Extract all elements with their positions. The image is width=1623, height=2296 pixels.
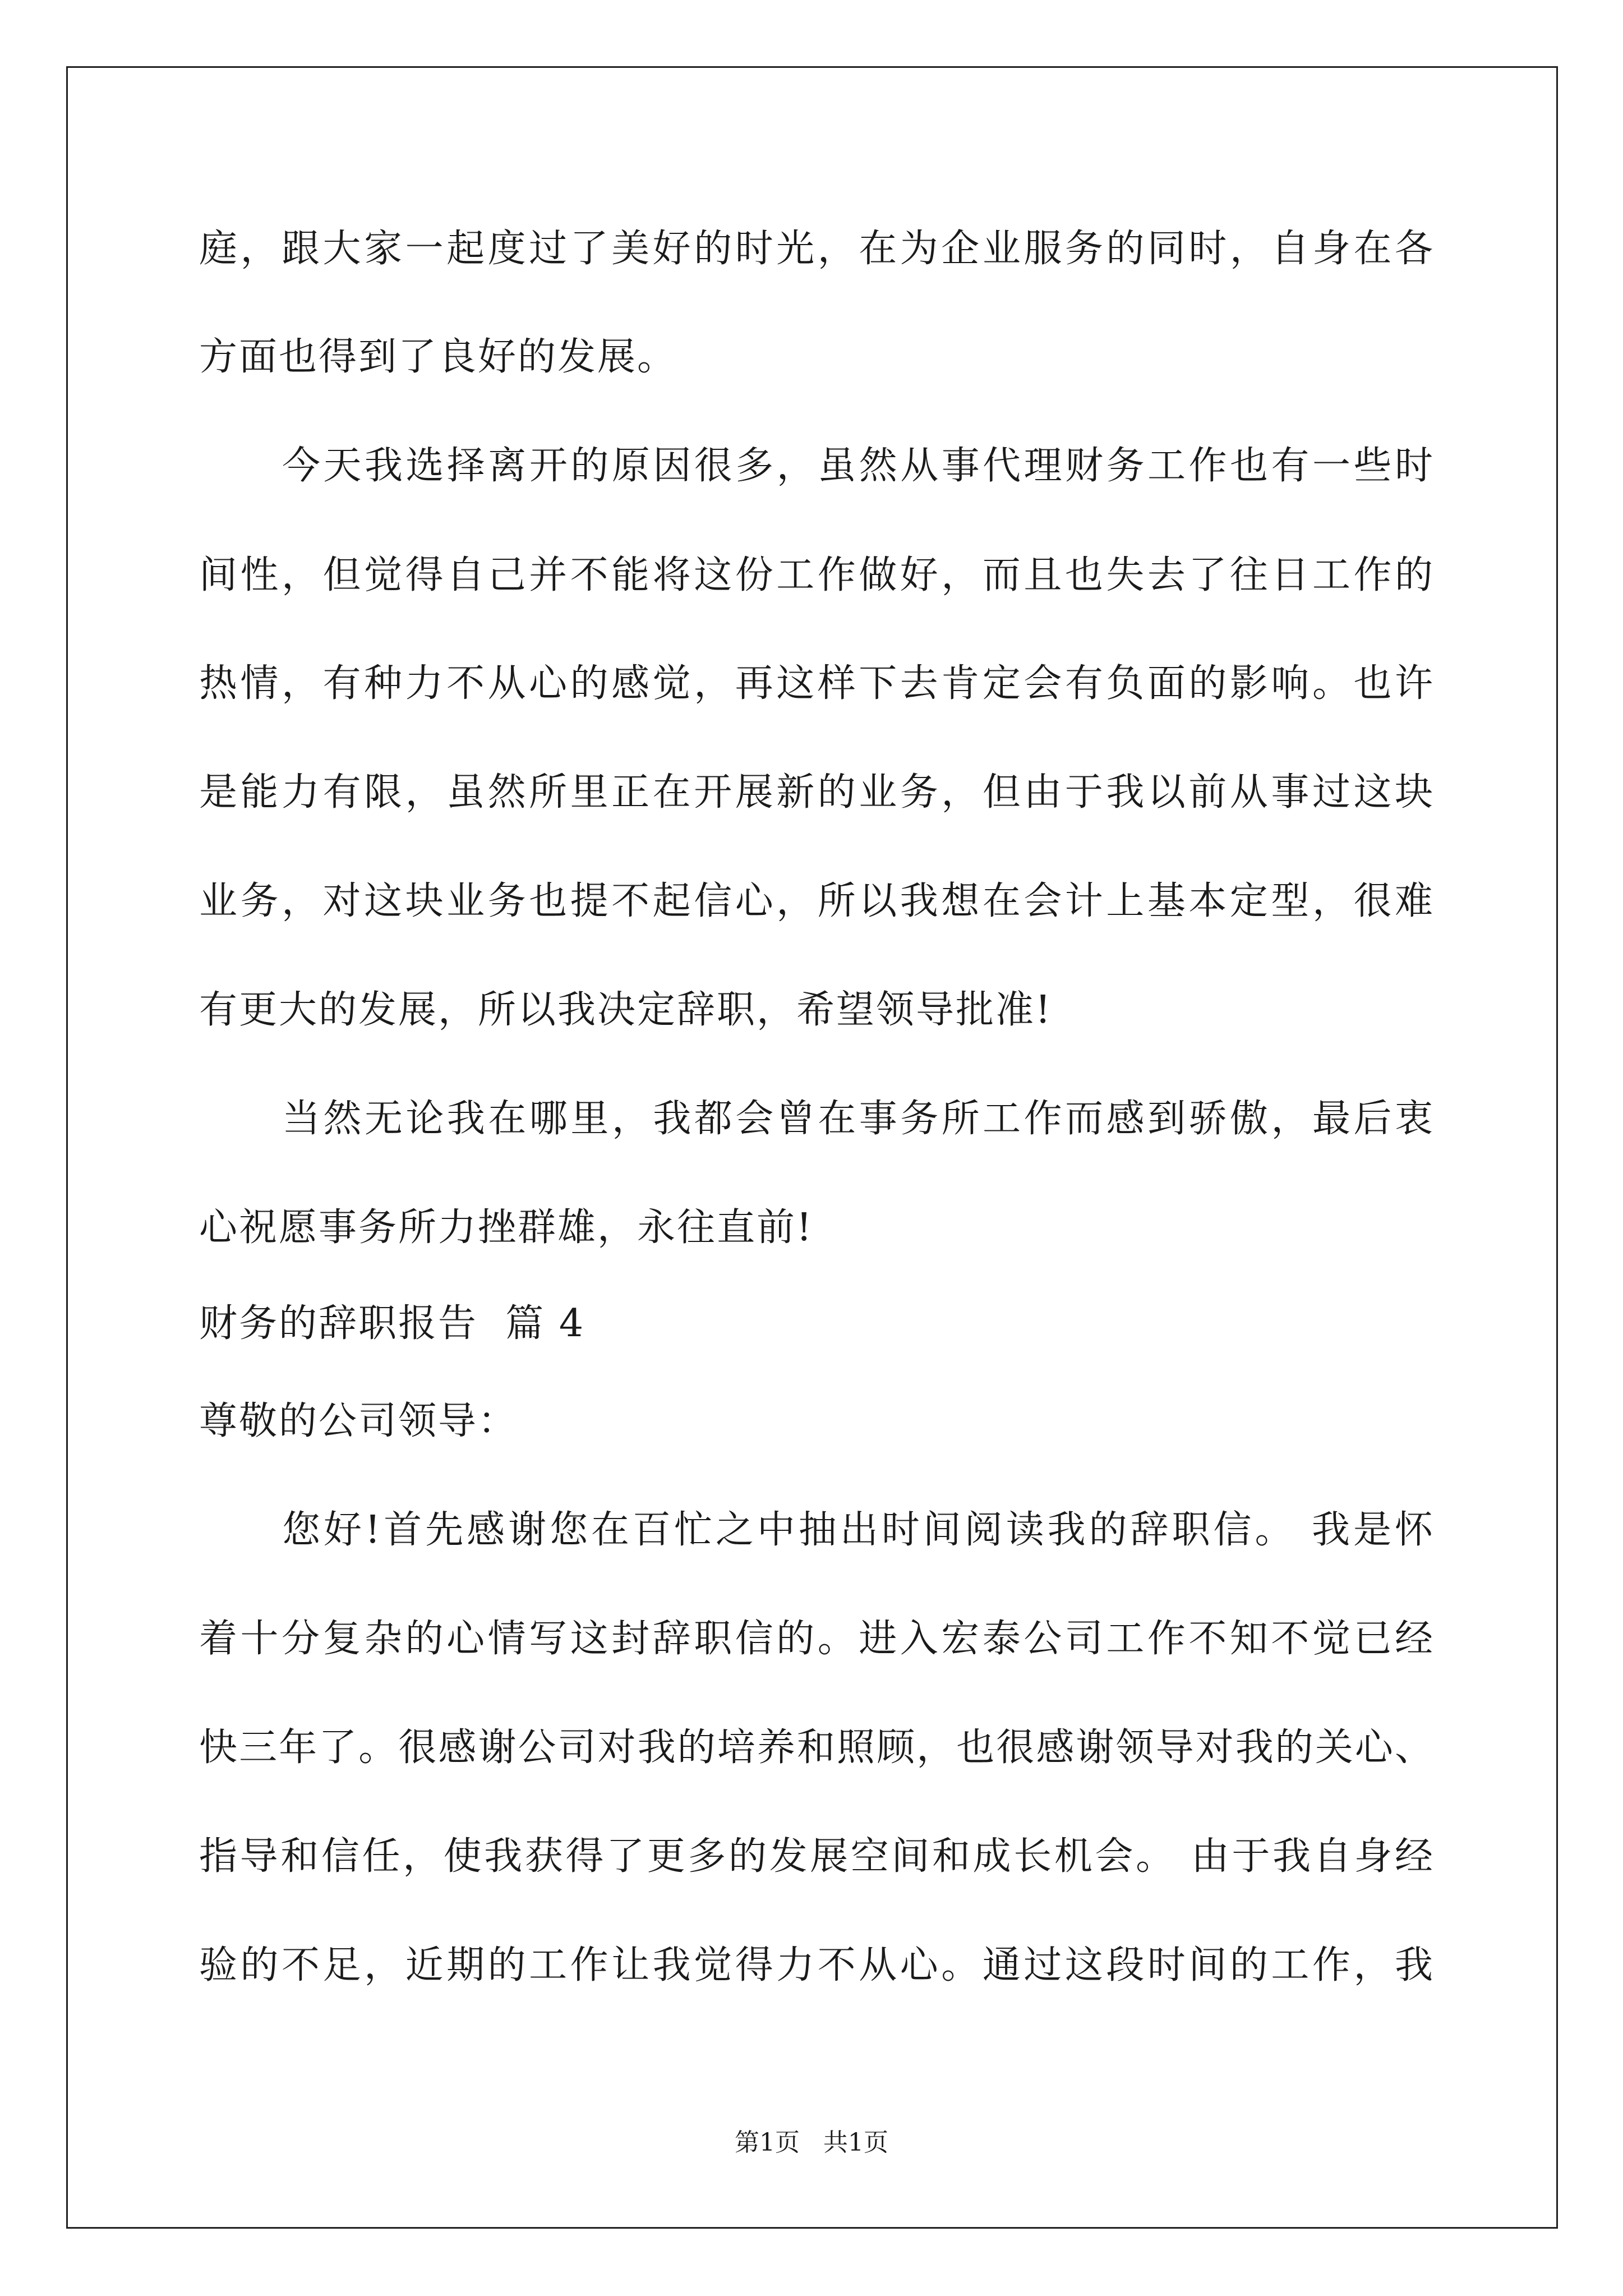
paragraph-line: 验的不足，近期的工作让我觉得力不从心。通过这段时间的工作，我 — [199, 1943, 1433, 1987]
paragraph-line: 心祝愿事务所力挫群雄，永往直前! — [199, 1205, 814, 1250]
page-footer: 第1页 共1页 — [735, 2128, 888, 2157]
paragraph-line: 是能力有限，虽然所里正在开展新的业务，但由于我以前从事过这块 — [199, 770, 1433, 815]
paragraph-line: 方面也得到了良好的发展。 — [199, 335, 677, 379]
paragraph-line: 热情，有种力不从心的感觉，再这样下去肯定会有负面的影响。也许 — [199, 661, 1433, 706]
section-heading: 财务的辞职报告 篇 4 — [199, 1301, 585, 1346]
paragraph-line: 您好!首先感谢您在百忙之中抽出时间阅读我的辞职信。 我是怀 — [282, 1508, 1433, 1552]
paragraph-line: 间性，但觉得自己并不能将这份工作做好，而且也失去了往日工作的 — [199, 553, 1433, 597]
paragraph-line: 指导和信任，使我获得了更多的发展空间和成长机会。 由于我自身经 — [199, 1834, 1433, 1879]
paragraph-line: 着十分复杂的心情写这封辞职信的。进入宏泰公司工作不知不觉已经 — [199, 1617, 1433, 1661]
salutation: 尊敬的公司领导： — [199, 1399, 518, 1443]
paragraph-line: 当然无论我在哪里，我都会曾在事务所工作而感到骄傲，最后衷 — [282, 1097, 1433, 1141]
page-border — [66, 66, 1558, 2229]
paragraph-line: 庭，跟大家一起度过了美好的时光，在为企业服务的同时，自身在各 — [199, 227, 1433, 271]
paragraph-line: 快三年了。很感谢公司对我的培养和照顾，也很感谢领导对我的关心、 — [199, 1726, 1433, 1770]
paragraph-line: 今天我选择离开的原因很多，虽然从事代理财务工作也有一些时 — [282, 444, 1433, 488]
paragraph-line: 业务，对这块业务也提不起信心，所以我想在会计上基本定型，很难 — [199, 879, 1433, 923]
paragraph-line: 有更大的发展，所以我决定辞职，希望领导批准! — [199, 988, 1053, 1032]
